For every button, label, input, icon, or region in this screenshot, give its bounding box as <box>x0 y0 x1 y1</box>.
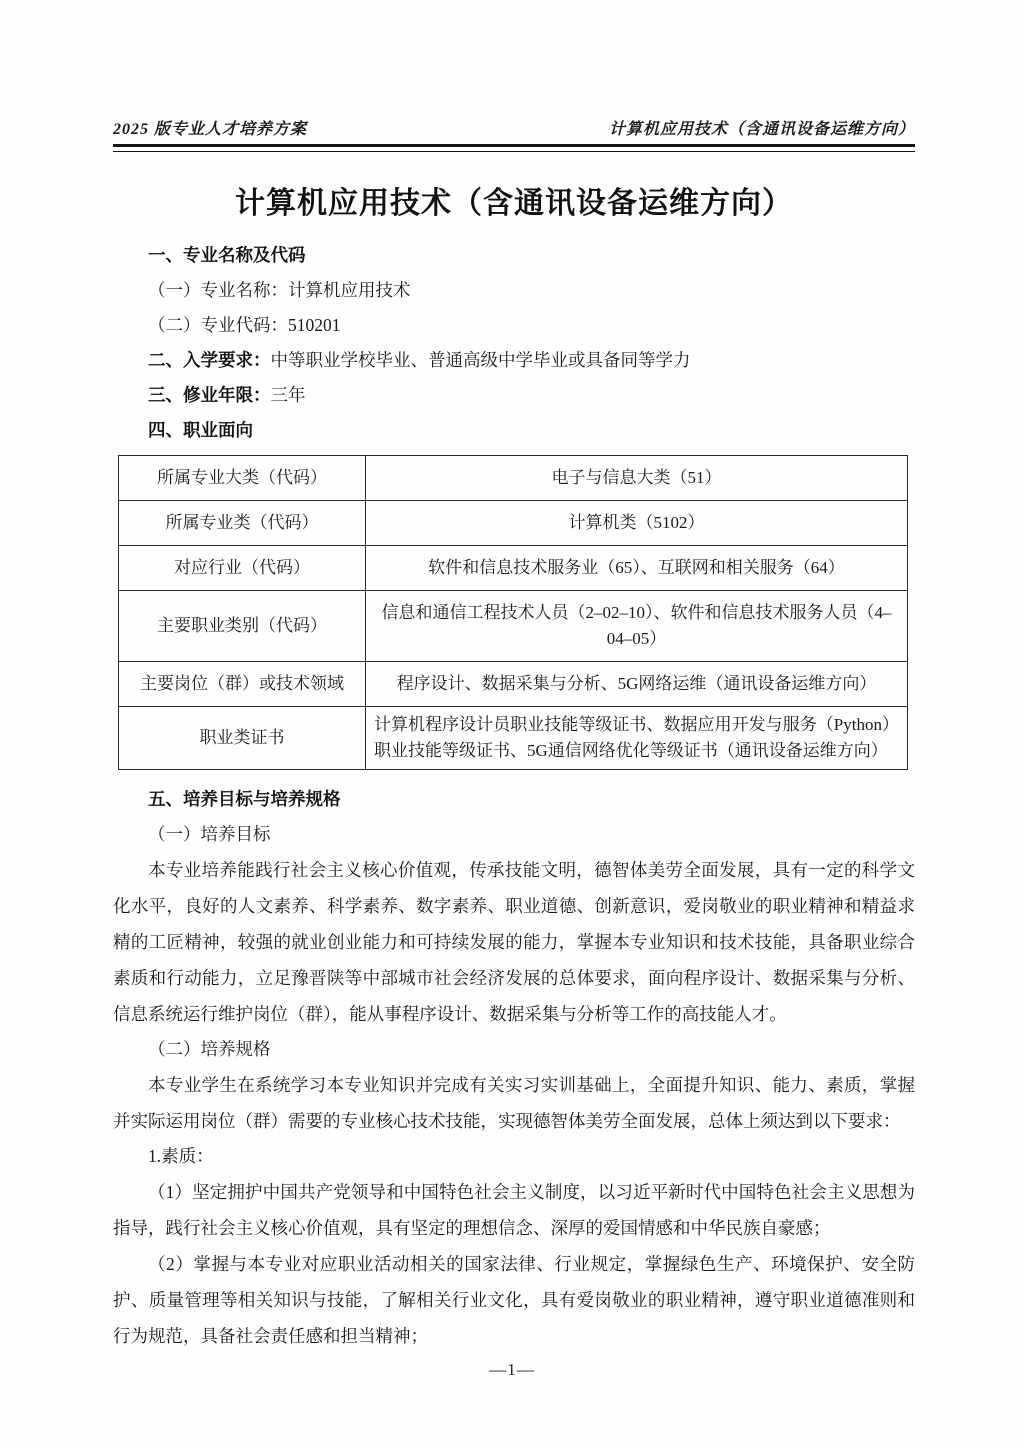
table-row-label: 主要岗位（群）或技术领域 <box>119 662 366 707</box>
table-row <box>119 456 908 501</box>
table-row-value: 电子与信息大类（51） <box>366 456 908 501</box>
career-table <box>118 455 908 770</box>
quality-heading: 1.素质： <box>148 1146 214 1166</box>
header-left-text: 2025 版专业人才培养方案 <box>113 121 308 138</box>
header-right-text: 计算机应用技术（含通讯设备运维方向） <box>608 121 915 138</box>
table-row <box>119 546 908 591</box>
table-row-label: 职业类证书 <box>119 707 366 770</box>
table-row-value: 计算机类（5102） <box>366 501 908 546</box>
table-row <box>119 591 908 662</box>
section-3-text: 三年 <box>270 385 306 405</box>
table-row <box>119 707 908 770</box>
section-1-item-code: （二）专业代码：510201 <box>148 315 341 335</box>
table-row <box>119 501 908 546</box>
section-1-item-name: （一）专业名称：计算机应用技术 <box>148 280 411 300</box>
header-divider-rule <box>113 144 915 152</box>
quality-item-2: （2）掌握与本专业对应职业活动相关的国家法律、行业规定，掌握绿色生产、环境保护、安全防护、质量管理等相关知识与技能，了解相关行业文化，具有爱岗敬业的职业精神，遵守职业道德准则和行为规范，具备社会责任感和担当精神； <box>113 1254 915 1346</box>
section-heading-1: 一、专业名称及代码 <box>148 245 306 265</box>
section-heading-3 <box>113 378 915 413</box>
section-2-text: 中等职业学校毕业、普通高级中学毕业或具备同等学力 <box>270 350 691 370</box>
page-number: —1— <box>489 1360 535 1379</box>
page-title: 计算机应用技术（含通讯设备运维方向） <box>235 187 793 220</box>
section-3-label: 三、修业年限： <box>148 385 271 405</box>
table-row-value: 信息和通信工程技术人员（2–02–10）、软件和信息技术服务人员（4–04–05） <box>366 591 908 662</box>
section-heading-4: 四、职业面向 <box>148 420 253 440</box>
page-header <box>113 116 915 139</box>
table-row-value: 计算机程序设计员职业技能等级证书、数据应用开发与服务（Python）职业技能等级证书、5G通信网络优化等级证书（通讯设备运维方向） <box>366 707 908 770</box>
section-heading-5: 五、培养目标与培养规格 <box>148 789 341 809</box>
table-row <box>119 662 908 707</box>
section-2-label: 二、入学要求： <box>148 350 271 370</box>
table-row-value: 程序设计、数据采集与分析、5G网络运维（通讯设备运维方向） <box>366 662 908 707</box>
table-row-label: 所属专业大类（代码） <box>119 456 366 501</box>
subsection-heading-spec: （二）培养规格 <box>148 1039 271 1059</box>
goal-paragraph: 本专业培养能践行社会主义核心价值观，传承技能文明，德智体美劳全面发展，具有一定的科学文化水平，良好的人文素养、科学素养、数字素养、职业道德、创新意识，爱岗敬业的职业精神和精益求精的工匠精神，较强的就业创业能力和可持续发展的能力，掌握本专业知识和技术技能，具备职业综合素质和行动能力，立足豫晋陕等中部城市社会经济发展的总体要求，面向程序设计、数据采集与分析、信息系统运行维护岗位（群），能从事程序设计、数据采集与分析等工作的高技能人才。 <box>113 860 915 1024</box>
section-heading-2 <box>113 343 915 378</box>
table-row-label: 主要职业类别（代码） <box>119 591 366 662</box>
table-row-label: 所属专业类（代码） <box>119 501 366 546</box>
table-row-value: 软件和信息技术服务业（65）、互联网和相关服务（64） <box>366 546 908 591</box>
spec-paragraph: 本专业学生在系统学习本专业知识并完成有关实习实训基础上，全面提升知识、能力、素质，掌握并实际运用岗位（群）需要的专业核心技术技能，实现德智体美劳全面发展，总体上须达到以下要求： <box>113 1075 915 1131</box>
subsection-heading-goal: （一）培养目标 <box>148 824 271 844</box>
quality-item-1: （1）坚定拥护中国共产党领导和中国特色社会主义制度，以习近平新时代中国特色社会主义思想为指导，践行社会主义核心价值观，具有坚定的理想信念、深厚的爱国情感和中华民族自豪感； <box>113 1182 915 1238</box>
table-row-label: 对应行业（代码） <box>119 546 366 591</box>
